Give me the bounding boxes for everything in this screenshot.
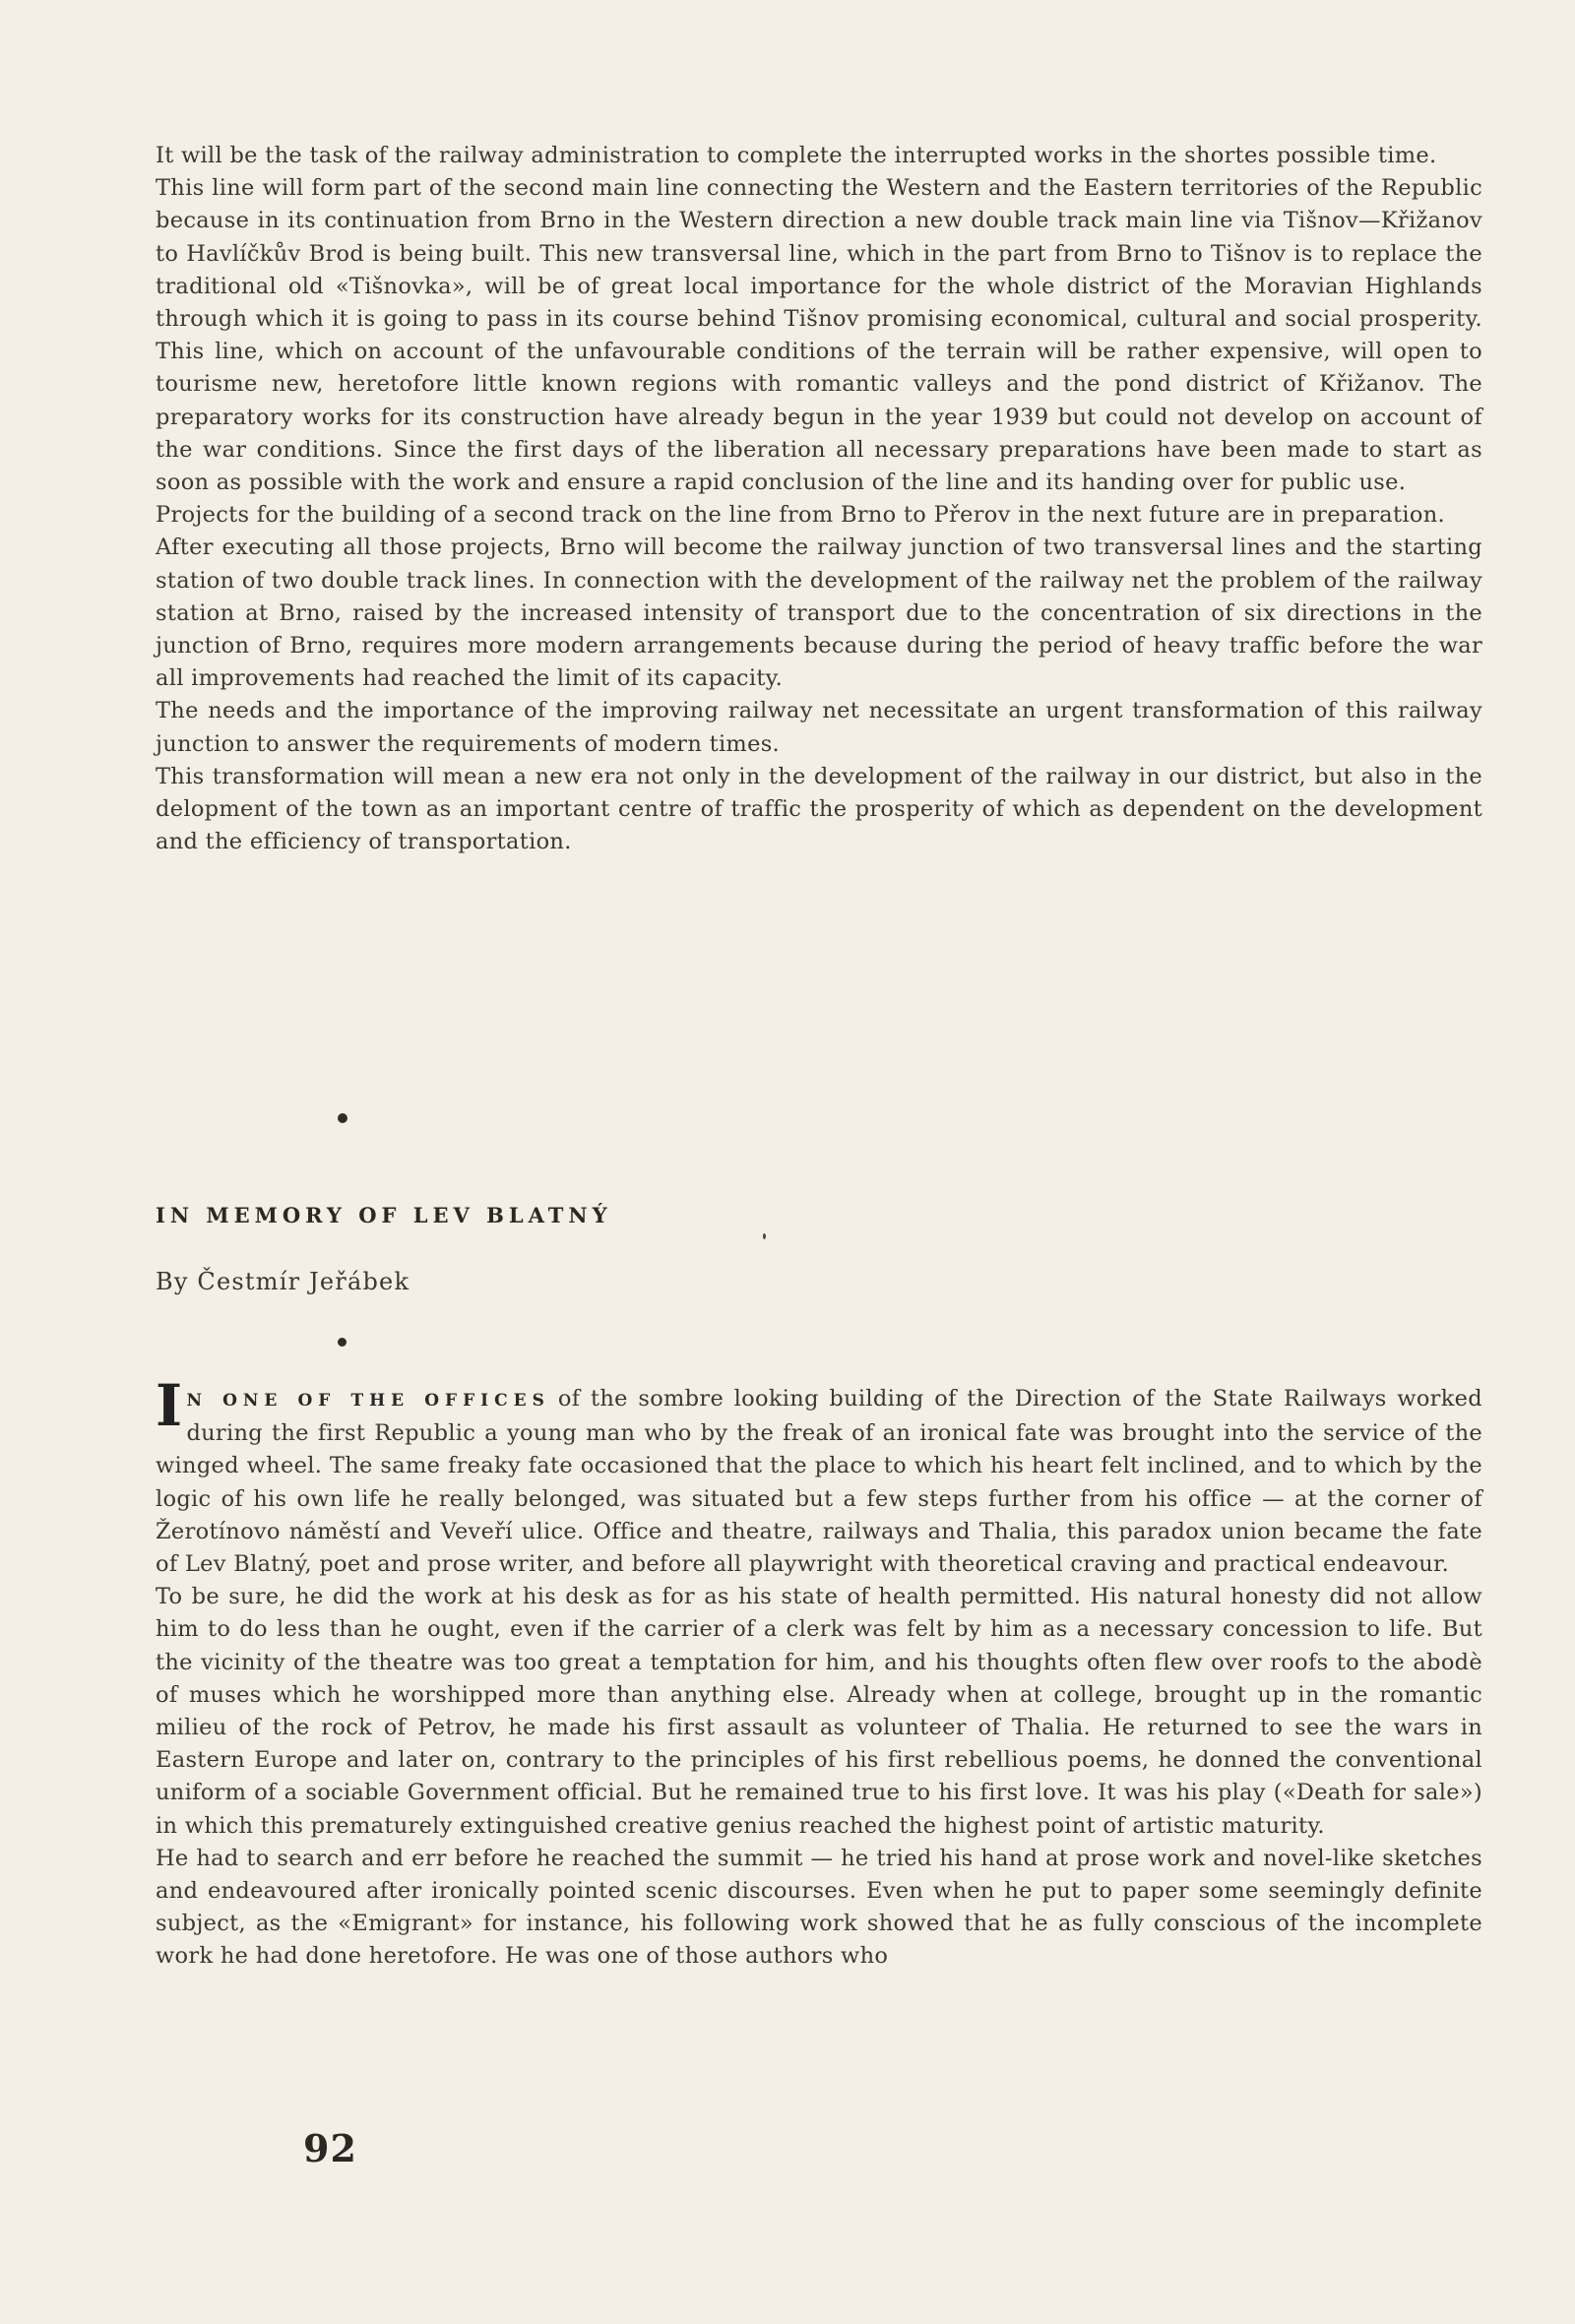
opening-paragraph	[156, 1372, 1482, 1581]
lead-in-caps: N ONE OF THE OFFICES	[186, 1391, 550, 1411]
paragraph: This line will form part of the second main line connecting the Western and the Eastern territories of the Republic because in its continuation from Brno in the Western direction a new double track main line via Tišnov—Křižanov to Havlíčkův Brod is being built. This new transversal line, which in the part from Brno to Tišnov is to replace the traditional old «Tišnovka», will be of great local importance for the whole district of the Moravian Highlands through which it is going to pass in its course behind Tišnov promising economical, cultural and social prosperity. This line, which on account of the unfavourable conditions of the terrain will be rather expensive, will open to tourisme new, heretofore little known regions with romantic valleys and the pond district of Křižanov. The preparatory works for its construction have already begun in the year 1939 but could not develop on account of the war conditions. Since the first days of the liberation all necessary preparations have been made to start as soon as possible with the work and ensure a rapid conclusion of the line and its handing over for public use.	[156, 175, 1482, 496]
paragraph: He had to search and err before he reached the summit — he tried his hand at prose work and novel-like sketches and endeavoured after ironically pointed scenic discourses. Even when he put to paper some seemingly definite subject, as the «Emigrant» for instance, his following work showed that he as fully conscious of the incomplete work he had done heretofore. He was one of those authors who	[156, 1845, 1482, 1970]
article-title: IN MEMORY OF LEV BLATNÝ	[156, 1203, 612, 1227]
paragraph: After executing all those projects, Brno will become the railway junction of two transversal lines and the starting station of two double track lines. In connection with the development of the railway net the problem of the railway station at Brno, raised by the increased intensity of transport due to the concentration of six directions in the junction of Brno, requires more modern arrangements because during the period of heavy traffic before the war all improvements had reached the limit of its capacity.	[156, 534, 1482, 692]
print-speck	[763, 1233, 766, 1239]
page-number: 92	[303, 2126, 357, 2170]
section-separator-dot	[338, 1113, 347, 1123]
paragraph: Projects for the building of a second track on the line from Brno to Přerov in the next future are in preparation.	[156, 502, 1445, 529]
paragraph: The needs and the importance of the improving railway net necessitate an urgent transformation of this railway junction to answer the requirements of modern times.	[156, 698, 1482, 757]
byline-separator-dot	[338, 1338, 346, 1347]
article-body	[156, 1372, 1482, 1974]
paragraph: This transformation will mean a new era not only in the development of the railway in our district, but also in the delopment of the town as an important centre of traffic the prosperity of which as dependent on the development and the efficiency of transportation.	[156, 763, 1482, 855]
paragraph: To be sure, he did the work at his desk as for as his state of health permitted. His natural honesty did not allow him to do less than he ought, even if the carrier of a clerk was felt by him as a necessary concession to life. But the vicinity of the theatre was too great a temptation for him, and his thoughts often flew over roofs to the abodè of muses which he worshipped more than anything else. Already when at college, brought up in the romantic milieu of the rock of Petrov, he made his first assault as volunteer of Thalia. He returned to see the wars in Eastern Europe and later on, contrary to the principles of his first rebellious poems, he donned the conventional uniform of a sociable Government official. But he remained true to his first love. It was his play («Death for sale») in which this prematurely extinguished creative genius reached the highest point of artistic maturity.	[156, 1584, 1482, 1839]
railway-text-section	[156, 140, 1482, 858]
opening-paragraph-text: of the sombre looking building of the Direction of the State Railways worked during the first Republic a young man who by the freak of an ironical fate was brought into the service of the winged wheel. The same freaky fate occasioned that the place to which his heart felt inclined, and to which by the logic of his own life he really belonged, was situated but a few steps further from his office — at the corner of Žerotínovo náměstí and Veveří ulice. Office and theatre, railways and Thalia, this paradox union became the fate of Lev Blatný, poet and prose writer, and before all playwright with theoretical craving and practical endeavour.	[156, 1386, 1482, 1578]
drop-cap: I	[156, 1372, 183, 1439]
article-byline: By Čestmír Jeřábek	[156, 1268, 410, 1295]
paragraph: It will be the task of the railway administration to complete the interrupted works in the shortes possible time.	[156, 143, 1437, 168]
